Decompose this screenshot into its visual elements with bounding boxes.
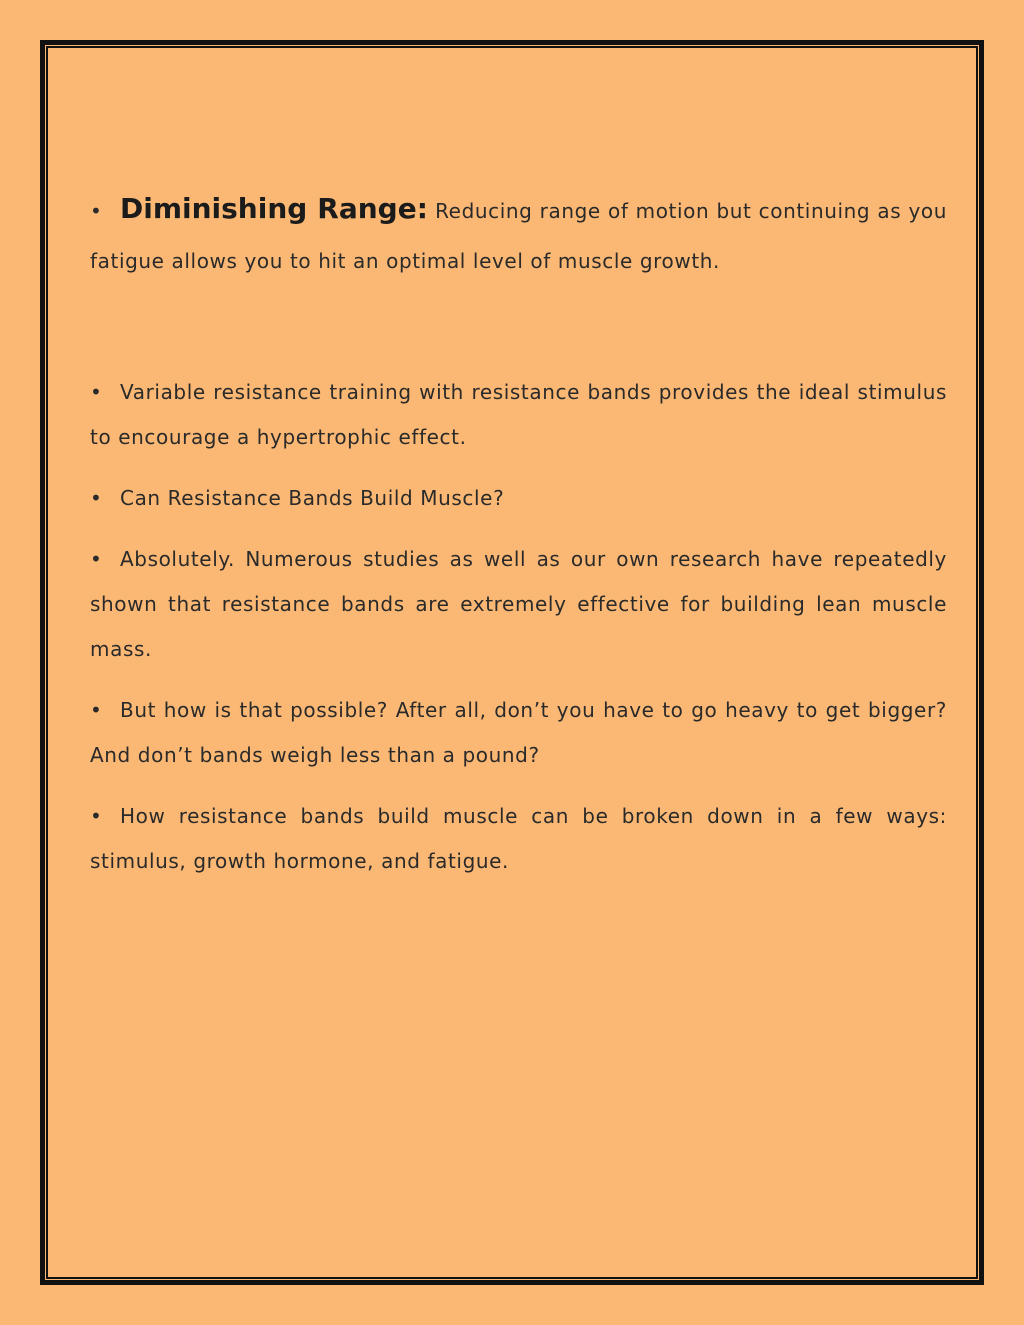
bullet-icon: • [90, 698, 103, 722]
bullet-icon: • [90, 380, 103, 404]
bullet-text: Can Resistance Bands Build Muscle? [120, 486, 505, 510]
bullet-text: Reducing range of motion but continuing as you fatigue allows you to hit an optimal level of muscle growth. [90, 199, 947, 273]
document-body [90, 184, 947, 900]
bullet-variable-resistance [90, 370, 947, 460]
bullet-text: Variable resistance training with resistance bands provides the ideal stimulus to encourage a hypertrophic effect. [90, 380, 947, 449]
bullet-diminishing-range [90, 184, 947, 286]
bullet-term: Diminishing Range: [120, 192, 428, 225]
bullet-how-possible [90, 688, 947, 778]
bullet-text: But how is that possible? After all, don’t you have to go heavy to get bigger? And don’t bands weigh less than a pound? [90, 698, 947, 767]
bullet-question [90, 476, 947, 521]
bullet-icon: • [90, 547, 103, 571]
bullet-text: How resistance bands build muscle can be broken down in a few ways: stimulus, growth hormone, and fatigue. [90, 804, 947, 873]
bullet-absolutely [90, 537, 947, 672]
bullet-text: Absolutely. Numerous studies as well as our own research have repeatedly shown that resistance bands are extremely effective for building lean muscle mass. [90, 547, 947, 661]
bullet-icon: • [90, 199, 103, 223]
bullet-icon: • [90, 486, 103, 510]
bullet-icon: • [90, 804, 103, 828]
bullet-how-bands-build [90, 794, 947, 884]
